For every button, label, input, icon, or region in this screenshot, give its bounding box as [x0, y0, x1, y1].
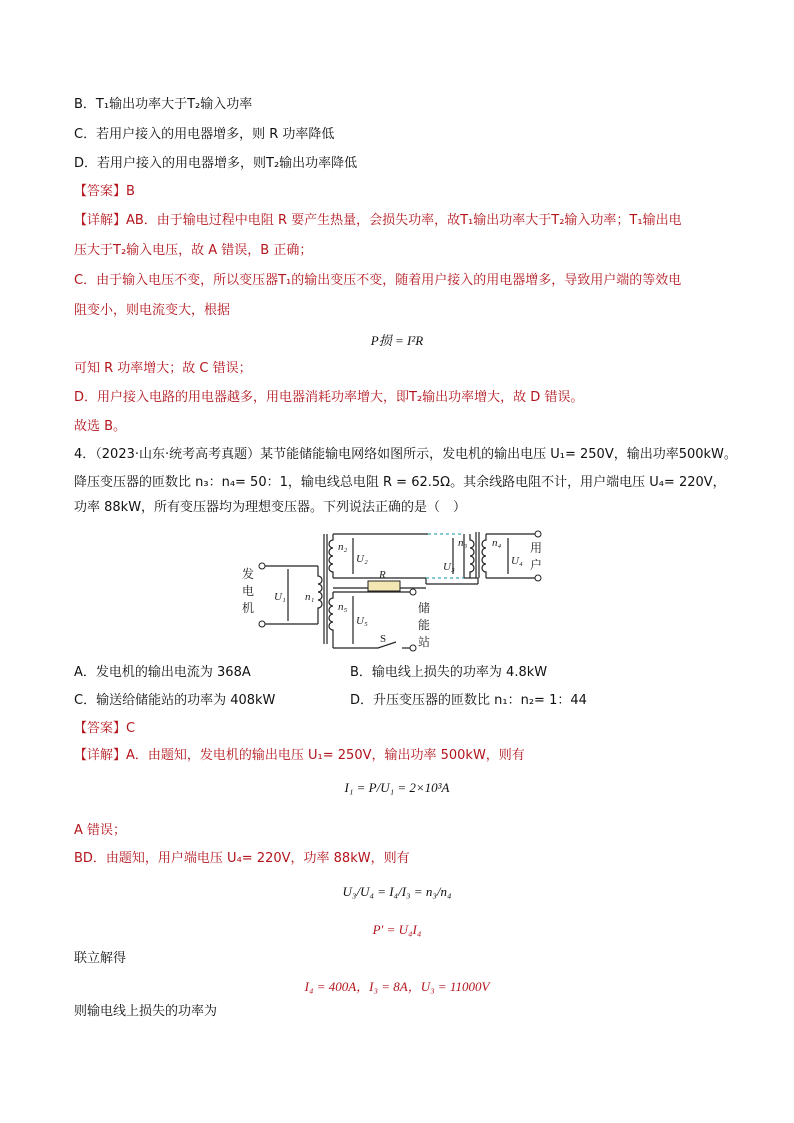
detail-d: D．用户接入电路的用电器越多，用电器消耗功率增大，即T₂输出功率增大，故 D 错误。 [74, 390, 584, 405]
detail-c-line-b: 阻变小，则电流变大，根据 [74, 303, 231, 318]
loss-power-line: 则输电线上损失的功率为 [74, 1004, 218, 1019]
resistor-icon [368, 581, 400, 591]
gen-char-1: 发 [242, 567, 255, 581]
q4-option-c: C．输送给储能站的功率为 408kW [74, 693, 276, 708]
q4-option-b: B．输电线上损失的功率为 4.8kW [350, 665, 548, 680]
user-char-2: 户 [530, 558, 543, 572]
label-n4: n₄ [492, 537, 502, 549]
label-r: R [379, 569, 386, 581]
detail-c-line-c: 可知 R 功率增大；故 C 错误； [74, 361, 252, 376]
formula-current-i1: I₁ = P/U₁ = 2×10³A [344, 780, 450, 795]
label-n2: n₂ [338, 541, 348, 553]
question-4-line-b: 降压变压器的匝数比 n₃：n₄= 50：1，输电线总电阻 R = 62.5Ω。其余线路电阻不计，用户端电压 U₄= 220V， [74, 475, 726, 490]
circuit-diagram [238, 526, 558, 656]
label-n3: n₃ [458, 537, 468, 549]
question-4-line-c: 功率 88kW，所有变压器均为理想变压器。下列说法正确的是（ ） [74, 500, 467, 515]
label-u1: U₁ [274, 591, 286, 603]
choose-line: 故选 B。 [74, 419, 127, 434]
formula-power-loss: P损 = I²R [370, 333, 424, 348]
question-4-line-a: 4．（2023·山东·统考高考真题）某节能储能输电网络如图所示，发电机的输出电压 U₁= 250V，输出功率500kW。 [74, 447, 737, 462]
gen-char-3: 机 [242, 601, 255, 615]
option-c: C．若用户接入的用电器增多，则 R 功率降低 [74, 127, 335, 142]
detail-bd: BD．由题知，用户端电压 U₄= 220V，功率 88kW，则有 [74, 851, 410, 866]
detail-1-line-a: 【详解】AB．由于输电过程中电阻 R 要产生热量，会损失功率，故T₁输出功率大于T₂输入功率；T₁输出电 [74, 213, 682, 228]
station-char-3: 站 [418, 635, 431, 649]
label-u4: U₄ [511, 555, 523, 567]
detail-1-line-b: 压大于T₂输入电压，故 A 错误，B 正确； [74, 243, 313, 258]
label-switch: S [380, 633, 387, 645]
answer-label-2: 【答案】C [74, 721, 136, 736]
formula-power-user: P′ = U₄I₄ [372, 922, 422, 937]
user-char-1: 用 [530, 541, 543, 555]
label-n1: n₁ [305, 591, 315, 603]
option-b: B．T₁输出功率大于T₂输入功率 [74, 97, 253, 112]
detail-2-line-a: 【详解】A．由题知，发电机的输出电压 U₁= 250V，输出功率 500kW，则有 [74, 748, 525, 763]
station-char-1: 储 [418, 601, 431, 615]
gen-char-2: 电 [242, 584, 255, 598]
formula-ratio: U₃/U₄ = I₄/I₃ = n₃/n₄ [342, 884, 452, 899]
label-n5: n₅ [338, 601, 348, 613]
answer-label-1: 【答案】B [74, 184, 135, 199]
option-d: D．若用户接入的用电器增多，则T₂输出功率降低 [74, 156, 358, 171]
q4-option-a: A．发电机的输出电流为 368A [74, 665, 251, 680]
station-char-2: 能 [418, 618, 431, 632]
formula-solution: I₄ = 400A，I₃ = 8A，U₃ = 11000V [304, 979, 490, 994]
label-u3: U₃ [443, 561, 455, 573]
detail-c-line-a: C．由于输入电压不变，所以变压器T₁的输出变压不变，随着用户接入的用电器增多，导致用户端的等效电 [74, 273, 682, 288]
detail-a-wrong: A 错误； [74, 823, 127, 838]
q4-option-d: D．升压变压器的匝数比 n₁：n₂= 1：44 [350, 693, 587, 708]
label-u2: U₂ [356, 553, 368, 565]
joint-solve-label: 联立解得 [74, 951, 127, 966]
label-u5: U₅ [356, 615, 368, 627]
